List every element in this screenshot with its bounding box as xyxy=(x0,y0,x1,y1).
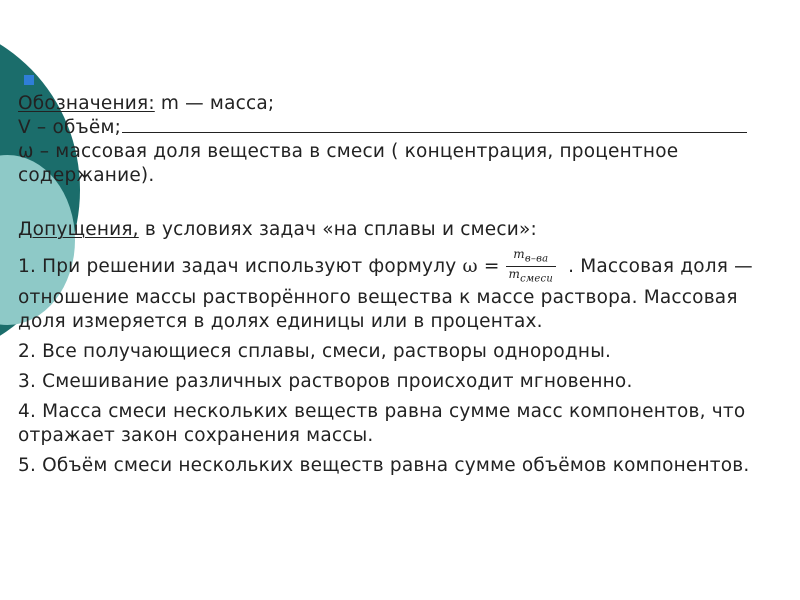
formula-omega: ω = xyxy=(462,255,500,277)
assumptions-heading: Допущения, xyxy=(18,219,139,240)
assumptions-line xyxy=(18,218,778,242)
item1-before: 1. При решении задач используют формулу xyxy=(18,255,463,277)
assumption-item-2: 2. Все получающиеся сплавы, смеси, растворы однородны. xyxy=(18,340,612,362)
formula-numerator: $m_{в-ва}$ xyxy=(506,248,556,267)
square-bullet-icon xyxy=(24,75,34,85)
assumptions-heading-rest: в условиях задач «на сплавы и смеси»: xyxy=(138,219,537,240)
assumption-item-5: 5. Объём смеси нескольких веществ равна сумме объёмов компонентов. xyxy=(18,454,750,476)
assumption-item-3: 3. Смешивание различных растворов происходит мгновенно. xyxy=(18,370,633,392)
underline-rule xyxy=(122,132,747,133)
assumption-item-4: 4. Масса смеси нескольких веществ равна сумме масс компонентов, что отражает закон сохранения массы. xyxy=(18,400,746,446)
bullet-row xyxy=(18,68,778,92)
formula-denominator: $m_{смеси}$ xyxy=(508,267,553,285)
notation-line-m xyxy=(18,92,778,116)
slide-content xyxy=(18,68,778,478)
notation-omega: ω – массовая доля вещества в смеси ( концентрация, процентное содержание). xyxy=(18,141,679,186)
formula-fraction xyxy=(506,248,556,286)
item1-after: . Массовая доля — отношение массы растворённого вещества к массе раствора. Массовая доля измеряется в долях единицы или в процентах. xyxy=(18,255,753,332)
notation-heading: Обозначения: xyxy=(18,93,155,114)
notation-v: V – объём; xyxy=(18,117,122,138)
notation-line-v xyxy=(18,116,778,140)
assumption-item-1 xyxy=(18,248,778,334)
notation-m: m — масса; xyxy=(154,93,275,114)
